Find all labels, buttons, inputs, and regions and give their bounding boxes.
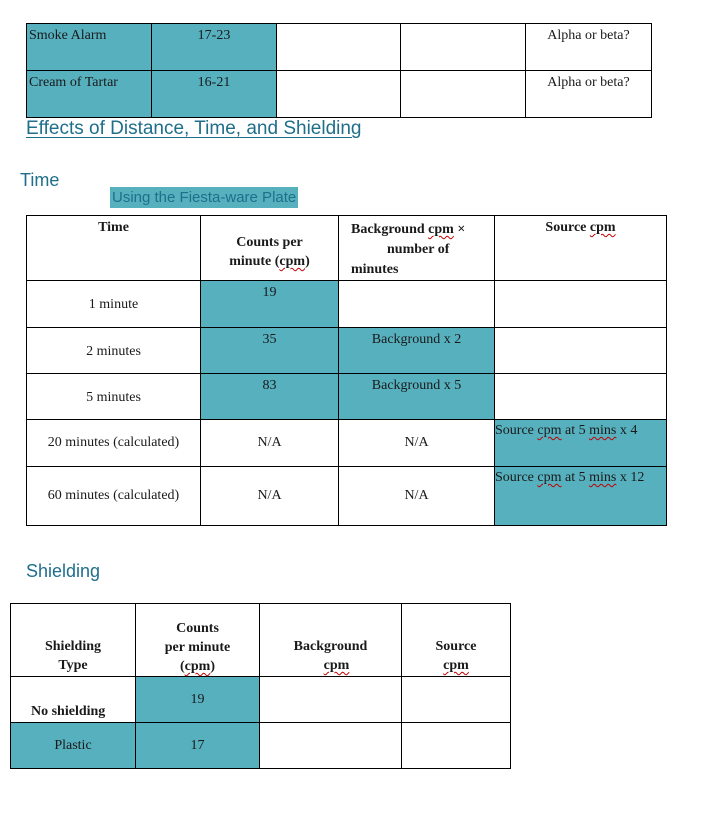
sample-answer-cell (526, 24, 652, 71)
shielding-type-cell (11, 723, 136, 769)
header-text: per minute (164, 640, 231, 655)
sample-range-cell (152, 71, 277, 118)
sample-table (26, 23, 652, 118)
header-counts-text (136, 604, 259, 676)
counts-value: 19 (190, 692, 205, 707)
time-label: 2 minutes (86, 344, 141, 359)
background-cell (339, 420, 495, 467)
header-counts (136, 604, 260, 677)
counts-value: 83 (262, 378, 277, 393)
source-text: cpm (537, 470, 562, 485)
time-table (26, 215, 667, 526)
header-text: cpm (184, 659, 211, 674)
header-shielding-type (11, 604, 136, 677)
source-text: at 5 (561, 423, 590, 438)
counts-value: 35 (262, 332, 277, 347)
empty-cell[interactable] (401, 24, 526, 71)
empty-cell[interactable] (277, 71, 401, 118)
header-source-text (402, 604, 510, 675)
source-text: cpm (537, 423, 562, 438)
header-text: ( (179, 659, 185, 674)
header-text: cpm (323, 658, 350, 673)
sample-name-cell (27, 24, 152, 71)
header-text: minute ( (229, 254, 280, 269)
sample-answer: Alpha or beta? (547, 28, 630, 43)
sample-range-cell (152, 24, 277, 71)
time-cell (27, 420, 201, 467)
shielding-heading: Shielding (26, 561, 101, 581)
time-label: 1 minute (88, 297, 139, 312)
source-cell[interactable] (495, 281, 667, 328)
header-shielding-type-text (11, 604, 135, 675)
time-label: 60 minutes (calculated) (47, 488, 180, 503)
background-value: N/A (404, 488, 429, 503)
sample-name: Smoke Alarm (29, 28, 107, 43)
header-source (495, 216, 667, 281)
time-label: 5 minutes (86, 390, 141, 405)
time-cell (27, 328, 201, 374)
background-cell (339, 467, 495, 526)
background-value: Background x 5 (371, 378, 462, 393)
header-counts (201, 216, 339, 281)
source-cell (495, 467, 667, 526)
header-text: Counts per (236, 235, 303, 250)
counts-cell (201, 420, 339, 467)
counts-cell (136, 723, 260, 769)
header-source-text (495, 216, 666, 236)
time-cell (27, 281, 201, 328)
header-text: cpm (279, 254, 306, 269)
time-heading: Time (20, 170, 60, 190)
counts-cell (201, 467, 339, 526)
sample-answer: Alpha or beta? (547, 75, 630, 90)
header-background-text (339, 216, 494, 280)
source-cell[interactable] (402, 677, 511, 723)
source-text: Source (495, 470, 538, 485)
shielding-type-cell (11, 677, 136, 723)
header-text: Type (58, 658, 88, 673)
counts-value: 19 (262, 285, 277, 300)
header-text: cpm (589, 220, 616, 235)
header-text: Source (545, 220, 590, 235)
header-counts-text (201, 216, 338, 271)
source-text: mins (589, 423, 617, 438)
sample-range: 16-21 (197, 75, 231, 90)
background-cell (339, 328, 495, 374)
header-text: Counts (176, 621, 219, 636)
time-subheading: Using the Fiesta-ware Plate (112, 189, 297, 206)
source-cell[interactable] (402, 723, 511, 769)
counts-cell (201, 328, 339, 374)
shielding-table (10, 603, 511, 769)
sample-name: Cream of Tartar (29, 75, 118, 90)
counts-value: N/A (257, 435, 282, 450)
table-header-row (11, 604, 511, 677)
table-row (27, 328, 667, 374)
source-text: x 12 (616, 470, 645, 485)
table-row (27, 420, 667, 467)
header-time (27, 216, 201, 281)
counts-cell (136, 677, 260, 723)
sample-answer-cell (526, 71, 652, 118)
table-row (27, 281, 667, 328)
header-text: Background (293, 639, 368, 654)
table-header-row (27, 216, 667, 281)
header-background (260, 604, 402, 677)
table-row (27, 374, 667, 420)
source-cell (495, 420, 667, 467)
header-background (339, 216, 495, 281)
section-title: Effects of Distance, Time, and Shielding (26, 118, 362, 139)
header-text: Background (351, 222, 429, 237)
counts-cell (201, 374, 339, 420)
background-value: N/A (404, 435, 429, 450)
background-cell[interactable] (260, 677, 402, 723)
header-text: cpm (428, 222, 454, 237)
sample-range: 17-23 (197, 28, 231, 43)
header-text: cpm (443, 658, 469, 673)
header-source (402, 604, 511, 677)
header-text: minutes (351, 262, 399, 277)
source-cell[interactable] (495, 374, 667, 420)
source-text: Source (495, 423, 538, 438)
source-text: x 4 (616, 423, 638, 438)
header-text: ) (305, 254, 310, 269)
background-cell[interactable] (339, 281, 495, 328)
header-text: × (453, 222, 466, 237)
table-row (11, 723, 511, 769)
shielding-type: Plastic (54, 737, 92, 753)
time-cell (27, 467, 201, 526)
counts-cell (201, 281, 339, 328)
header-background-text (260, 604, 401, 675)
source-value (495, 420, 666, 439)
source-text: mins (589, 470, 617, 485)
source-cell[interactable] (495, 328, 667, 374)
empty-cell[interactable] (277, 24, 401, 71)
time-label: 20 minutes (calculated) (47, 435, 180, 450)
time-cell (27, 374, 201, 420)
counts-value: N/A (257, 488, 282, 503)
empty-cell[interactable] (401, 71, 526, 118)
background-value: Background x 2 (371, 332, 462, 347)
source-value (495, 467, 666, 486)
background-cell[interactable] (260, 723, 402, 769)
header-text: number of (387, 242, 450, 257)
background-cell (339, 374, 495, 420)
table-row (11, 677, 511, 723)
header-text: ) (210, 659, 215, 674)
shielding-type: No shielding (31, 704, 106, 719)
source-text: at 5 (561, 470, 590, 485)
header-time-text: Time (98, 220, 129, 235)
header-text: Shielding (44, 639, 102, 654)
table-row (27, 467, 667, 526)
counts-value: 17 (190, 737, 205, 753)
header-text: Source (435, 639, 477, 654)
sample-name-cell (27, 71, 152, 118)
